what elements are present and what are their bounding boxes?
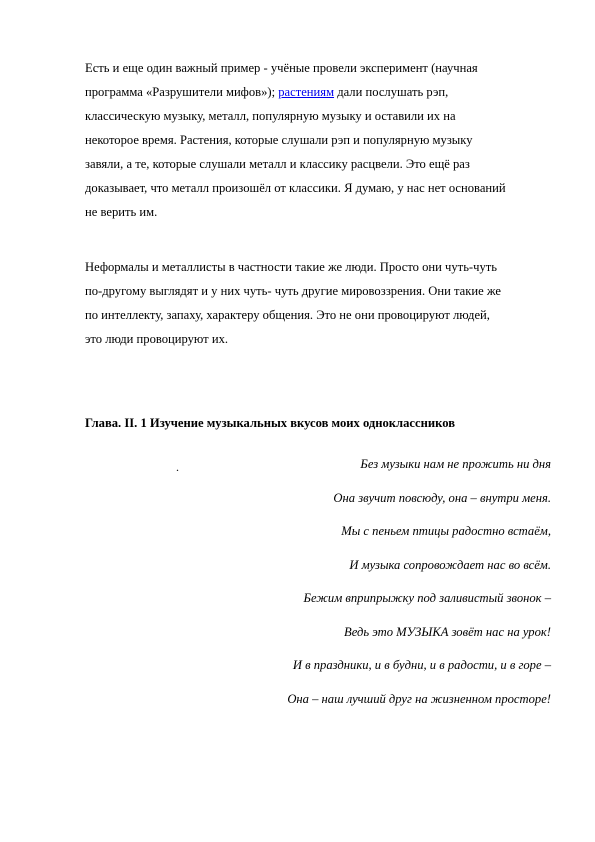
paragraph-1-line: некоторое время. Растения, которые слушали рэп и популярную музыку <box>85 133 473 147</box>
paragraph-2-line: это люди провоцируют их. <box>85 332 229 346</box>
poem-line: И музыка сопровождает нас во всём. <box>349 558 551 572</box>
paragraph-1-line: классическую музыку, металл, популярную музыку и оставили их на <box>85 109 456 123</box>
poem-line: Она звучит повсюду, она – внутри меня. <box>333 491 551 505</box>
paragraph-2-line: по-другому выглядят и у них чуть- чуть другие мировоззрения. Они такие же <box>85 284 501 298</box>
poem-line: Она – наш лучший друг на жизненном просторе! <box>287 692 551 706</box>
plants-link[interactable]: растениям <box>278 85 335 99</box>
poem-line: Ведь это МУЗЫКА зовёт нас на урок! <box>344 625 551 639</box>
paragraph-1-text: дали послушать рэп, <box>334 85 449 99</box>
paragraph-1-line: завяли, а те, которые слушали металл и классику расцвели. Это ещё раз <box>85 157 470 171</box>
paragraph-1-line: доказывает, что металл произошёл от классики. Я думаю, у нас нет оснований <box>85 181 506 195</box>
paragraph-1-line: Есть и еще один важный пример - учёные провели эксперимент (научная <box>85 61 478 75</box>
stray-dot: . <box>176 460 179 474</box>
paragraph-1-line <box>85 84 448 100</box>
poem-line: Бежим вприпрыжку под заливистый звонок – <box>303 591 551 605</box>
paragraph-1-line: не верить им. <box>85 205 158 219</box>
poem-line: Мы с пеньем птицы радостно встаём, <box>341 524 551 538</box>
poem-line: И в праздники, и в будни, и в радости, и в горе – <box>292 658 551 672</box>
poem-line: Без музыки нам не прожить ни дня <box>360 457 551 471</box>
paragraph-1-text: программа «Разрушители мифов»); <box>85 85 279 99</box>
paragraph-2-line: по интеллекту, запаху, характеру общения. Это не они провоцируют людей, <box>85 308 490 322</box>
paragraph-2-line: Неформалы и металлисты в частности такие же люди. Просто они чуть-чуть <box>85 260 498 274</box>
chapter-heading: Глава. II. 1 Изучение музыкальных вкусов моих одноклассников <box>85 416 455 430</box>
